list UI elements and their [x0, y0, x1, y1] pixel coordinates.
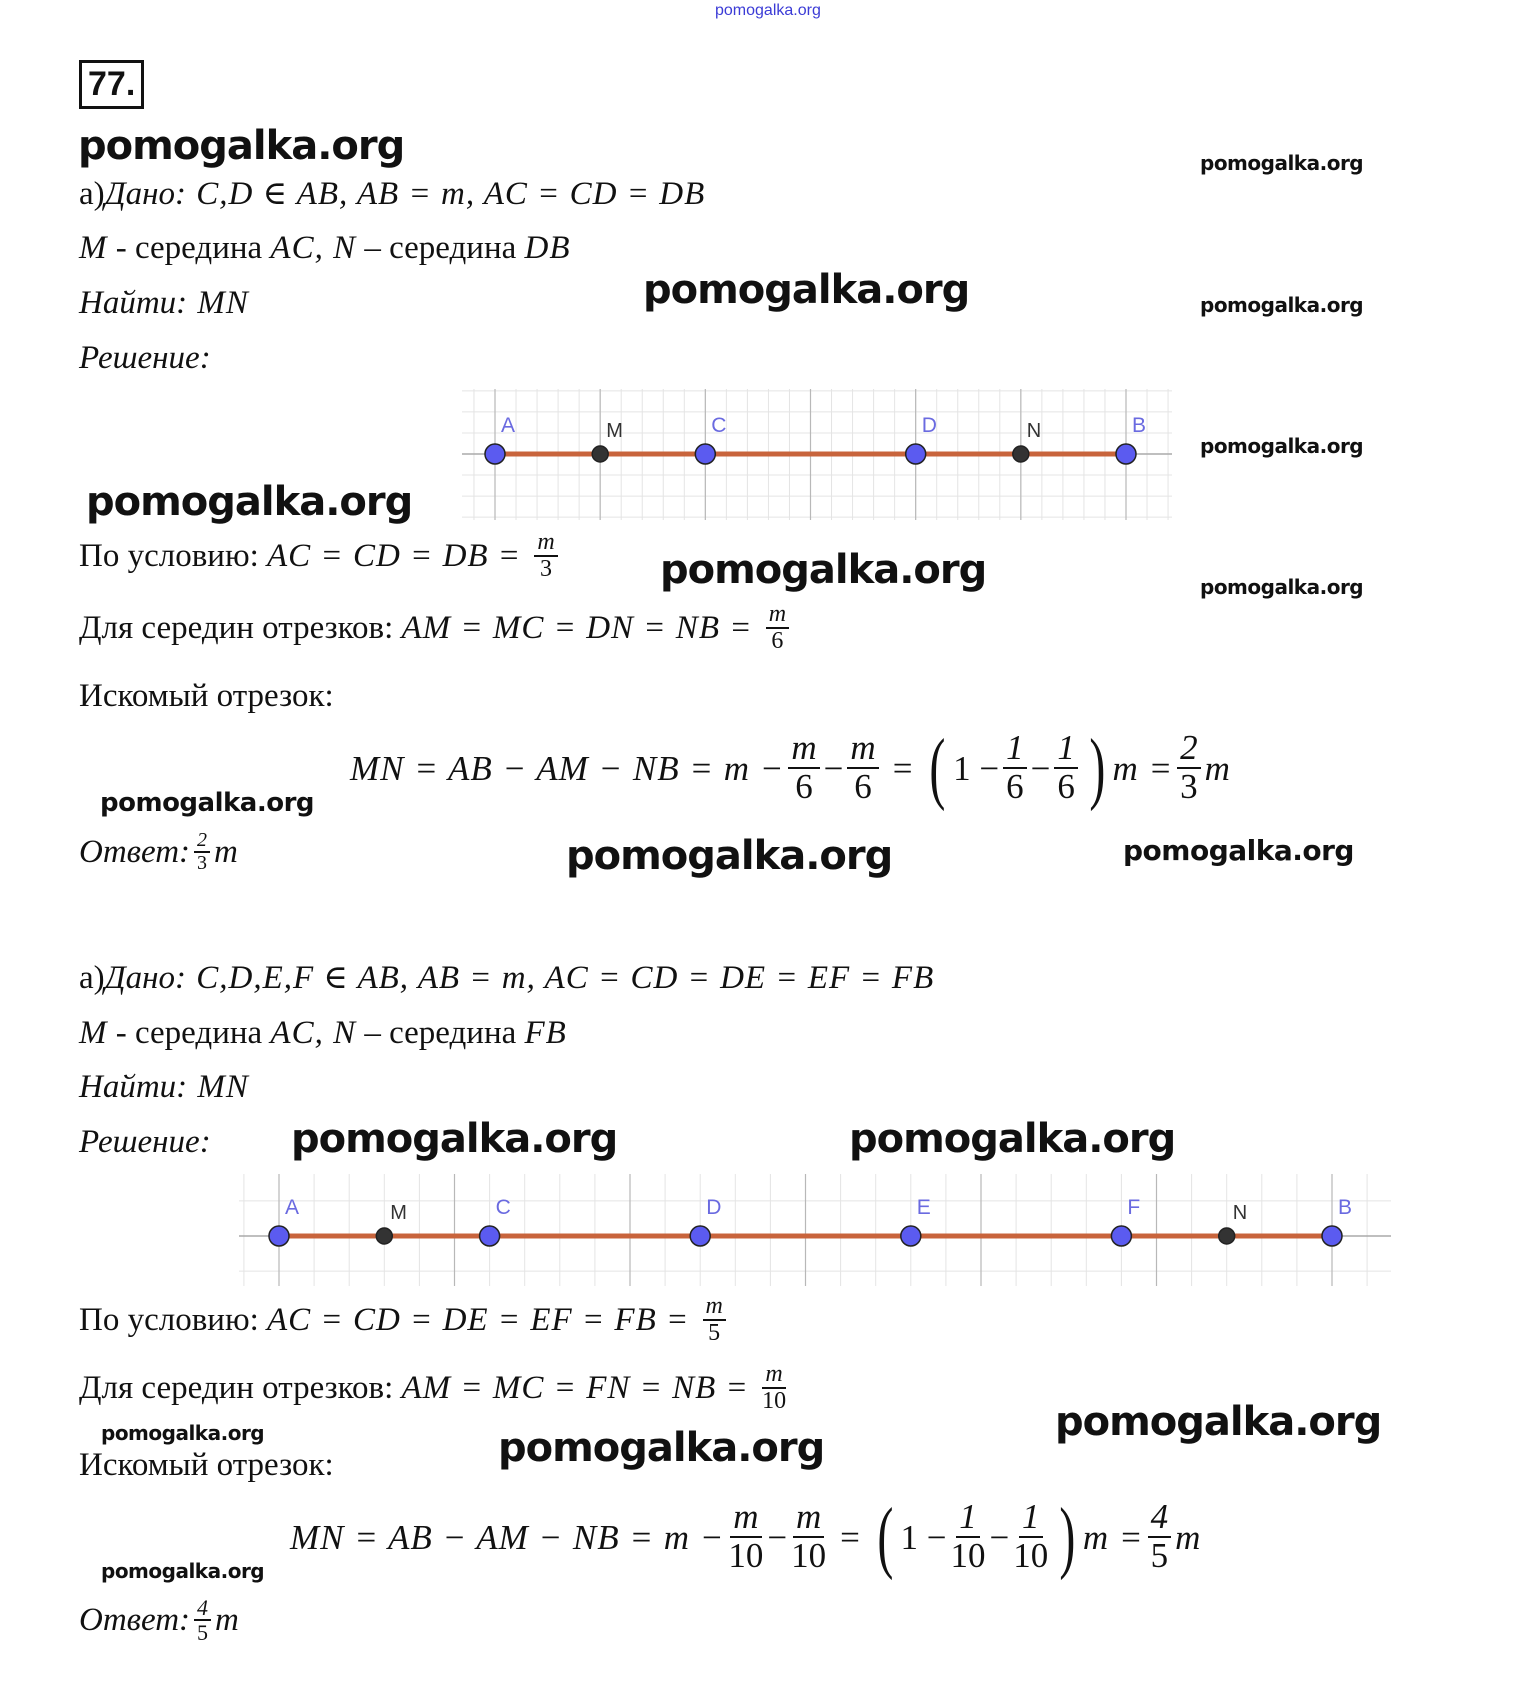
- midpoint-line: [79, 232, 571, 265]
- numerator: m: [730, 1499, 761, 1538]
- math: AC = CD = DB =: [267, 537, 531, 574]
- formula: [350, 724, 1231, 812]
- numerator: m: [788, 730, 819, 769]
- point-B: [1322, 1226, 1342, 1246]
- term: m =: [1112, 748, 1174, 788]
- point-M: [376, 1228, 392, 1244]
- numerator: m: [793, 1499, 824, 1538]
- given-line: [79, 962, 934, 995]
- watermark: pomogalka.org: [86, 479, 413, 525]
- point-N: [1013, 446, 1029, 462]
- point-C: [695, 444, 715, 464]
- denominator: 6: [854, 767, 872, 806]
- given-math: : C,D ∈ AB, AB = m, AC = CD = DB: [175, 176, 706, 212]
- math-var: FB: [524, 1015, 567, 1051]
- numerator: 2: [194, 830, 210, 853]
- denominator: 5: [1150, 1536, 1169, 1575]
- watermark: pomogalka.org: [101, 1559, 265, 1583]
- operator: −: [1030, 748, 1051, 788]
- numerator: m: [766, 602, 789, 629]
- seek-label: Искомый отрезок:: [79, 678, 334, 714]
- point-label-B: B: [1132, 414, 1147, 437]
- fraction: [788, 730, 819, 806]
- formula: [290, 1493, 1202, 1581]
- point-label-A: A: [501, 414, 516, 437]
- watermark: pomogalka.org: [1123, 834, 1354, 867]
- given-word: Дано: [104, 176, 176, 212]
- find-math: : MN: [176, 1069, 249, 1105]
- numerator: 1: [1054, 730, 1078, 769]
- watermark: pomogalka.org: [566, 833, 893, 879]
- numerator: 1: [1003, 730, 1027, 769]
- answer-line: [79, 830, 239, 874]
- point-N: [1219, 1228, 1235, 1244]
- fraction: [703, 1294, 726, 1346]
- fraction: [1177, 730, 1201, 806]
- watermark: pomogalka.org: [660, 547, 987, 593]
- paren: (: [929, 724, 946, 812]
- math-var: M: [79, 230, 108, 266]
- denominator: 5: [197, 1620, 209, 1646]
- watermark: pomogalka.org: [291, 1116, 618, 1162]
- numerator: m: [762, 1362, 785, 1389]
- condition-line: [79, 530, 562, 582]
- denominator: 6: [771, 628, 784, 655]
- formula-left: MN = AB − AM − NB = m −: [290, 1517, 725, 1557]
- operator: −: [823, 748, 844, 788]
- find-word: Найти: [79, 285, 177, 321]
- denominator: 6: [1006, 767, 1024, 806]
- fraction: [194, 1596, 211, 1644]
- fraction: [1013, 1499, 1048, 1575]
- text: – середина: [356, 1015, 525, 1051]
- midpoint-condition-line: [79, 1362, 790, 1414]
- numerator: 1: [956, 1499, 980, 1538]
- point-label-N: N: [1232, 1202, 1248, 1224]
- paren: ): [1089, 724, 1106, 812]
- math-var: AC, N: [270, 230, 357, 266]
- watermark: pomogalka.org: [1200, 575, 1364, 599]
- denominator: 3: [197, 852, 208, 874]
- fraction: [766, 602, 789, 654]
- math-var: M: [79, 1015, 108, 1051]
- term: 1 −: [953, 748, 1000, 788]
- fraction: [791, 1499, 826, 1575]
- numerator: 4: [194, 1596, 211, 1621]
- text: – середина: [356, 230, 525, 266]
- point-label-M: M: [606, 420, 623, 442]
- answer-var: m: [214, 833, 239, 870]
- watermark-top[interactable]: pomogalka.org: [715, 2, 821, 19]
- find-line: [79, 287, 249, 320]
- point-label-B: B: [1338, 1196, 1353, 1219]
- math: AM = MC = DN = NB =: [401, 609, 762, 646]
- formula-left: MN = AB − AM − NB = m −: [350, 748, 785, 788]
- term: m: [1175, 1517, 1202, 1557]
- fraction: [762, 1362, 786, 1414]
- find-word: Найти: [79, 1069, 177, 1105]
- point-label-E: E: [916, 1196, 931, 1219]
- point-E: [901, 1226, 921, 1246]
- text: По условию:: [79, 537, 268, 574]
- point-label-M: M: [390, 1202, 407, 1224]
- math-var: DB: [524, 230, 571, 266]
- watermark: pomogalka.org: [1200, 151, 1364, 175]
- fraction: [194, 830, 210, 874]
- operator: =: [840, 1517, 860, 1557]
- term: m: [1204, 748, 1231, 788]
- number-line-diagram-2: [239, 1174, 1391, 1286]
- fraction: [728, 1499, 763, 1575]
- midpoint-condition-line: [79, 602, 793, 654]
- paren: (: [877, 1493, 894, 1581]
- watermark: pomogalka.org: [1200, 293, 1364, 317]
- given-line: [79, 178, 705, 211]
- operator: =: [892, 748, 913, 788]
- numerator: 4: [1148, 1499, 1172, 1538]
- denominator: 3: [540, 556, 552, 583]
- solution-label: Решение:: [79, 340, 211, 376]
- point-label-D: D: [921, 414, 937, 437]
- fraction: [1148, 1499, 1172, 1575]
- text: Для середин отрезков:: [79, 1369, 402, 1406]
- denominator: 5: [708, 1320, 721, 1347]
- answer-label: Ответ:: [79, 833, 191, 870]
- solution-label: Решение:: [79, 1124, 211, 1160]
- answer-line: [79, 1596, 240, 1644]
- numerator: m: [703, 1294, 726, 1321]
- operator: −: [989, 1517, 1010, 1557]
- text: - середина: [107, 1015, 271, 1051]
- numerator: 2: [1177, 730, 1201, 769]
- point-B: [1116, 444, 1136, 464]
- point-D: [690, 1226, 710, 1246]
- fraction: [534, 530, 557, 582]
- answer-var: m: [215, 1601, 240, 1638]
- text: - середина: [107, 230, 271, 266]
- text: По условию:: [79, 1301, 268, 1338]
- denominator: 6: [1057, 767, 1075, 806]
- denominator: 3: [1180, 767, 1198, 806]
- given-word: Дано: [104, 960, 176, 996]
- watermark: pomogalka.org: [498, 1425, 825, 1471]
- numerator: m: [847, 730, 878, 769]
- operator: −: [767, 1517, 788, 1557]
- watermark: pomogalka.org: [849, 1116, 1176, 1162]
- fraction: [847, 730, 878, 806]
- point-A: [269, 1226, 289, 1246]
- denominator: 10: [950, 1536, 986, 1575]
- point-A: [485, 444, 505, 464]
- math-var: AC, N: [270, 1015, 357, 1051]
- fraction: [1003, 730, 1027, 806]
- watermark: pomogalka.org: [1055, 1399, 1382, 1445]
- watermark: pomogalka.org: [101, 1421, 265, 1445]
- watermark: pomogalka.org: [100, 788, 315, 818]
- paren: ): [1059, 1493, 1076, 1581]
- part-label: а): [79, 960, 105, 996]
- numerator: 1: [1019, 1499, 1043, 1538]
- math: AC = CD = DE = EF = FB =: [267, 1301, 699, 1338]
- watermark: pomogalka.org: [643, 267, 970, 313]
- find-line: [79, 1071, 249, 1104]
- find-math: : MN: [176, 285, 249, 321]
- fraction: [1054, 730, 1078, 806]
- term: m =: [1082, 1517, 1144, 1557]
- point-label-C: C: [495, 1196, 511, 1219]
- math: AM = MC = FN = NB =: [401, 1369, 759, 1406]
- denominator: 10: [791, 1536, 827, 1575]
- point-label-C: C: [711, 414, 727, 437]
- point-M: [592, 446, 608, 462]
- part-label: а): [79, 176, 105, 212]
- number-line-diagram-1: [462, 389, 1172, 520]
- watermark: pomogalka.org: [1200, 434, 1364, 458]
- numerator: m: [534, 530, 557, 557]
- given-math: : C,D,E,F ∈ AB, AB = m, AC = CD = DE = EF = FB: [175, 960, 935, 996]
- denominator: 10: [762, 1388, 787, 1415]
- condition-line: [79, 1294, 730, 1346]
- seek-label: Искомый отрезок:: [79, 1447, 334, 1483]
- problem-number: 77.: [79, 60, 144, 109]
- answer-label: Ответ:: [79, 1601, 191, 1638]
- text: Для середин отрезков:: [79, 609, 402, 646]
- watermark: pomogalka.org: [78, 123, 405, 169]
- point-label-A: A: [285, 1196, 300, 1219]
- denominator: 6: [795, 767, 813, 806]
- point-label-D: D: [706, 1196, 722, 1219]
- point-C: [480, 1226, 500, 1246]
- term: 1 −: [900, 1517, 947, 1557]
- midpoint-line: [79, 1017, 567, 1050]
- denominator: 10: [1013, 1536, 1049, 1575]
- point-label-F: F: [1127, 1196, 1141, 1219]
- point-D: [906, 444, 926, 464]
- denominator: 10: [728, 1536, 764, 1575]
- fraction: [951, 1499, 986, 1575]
- point-label-N: N: [1026, 420, 1042, 442]
- point-F: [1111, 1226, 1131, 1246]
